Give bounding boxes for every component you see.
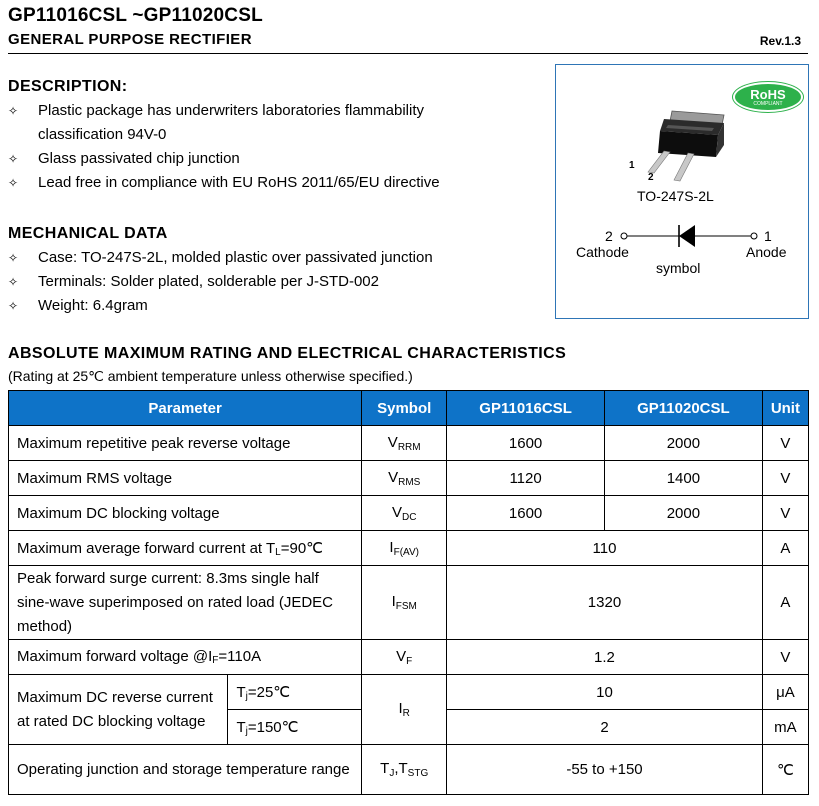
value-cell: 2 [447, 710, 763, 745]
table-row [9, 461, 809, 496]
diamond-bullet-icon: ✧ [8, 104, 19, 118]
value-cell: 2000 [604, 426, 762, 461]
header-divider [8, 53, 808, 54]
cathode-pin-number: 2 [605, 228, 613, 244]
header-parameter: Parameter [9, 391, 362, 426]
rohs-badge: RoHS COMPLIANT [733, 82, 803, 112]
header-unit: Unit [762, 391, 808, 426]
ratings-table [8, 390, 809, 795]
unit-cell: V [762, 426, 808, 461]
diamond-bullet-icon: ✧ [8, 251, 19, 265]
value-cell: 1320 [447, 566, 763, 640]
datasheet-subtitle: GENERAL PURPOSE RECTIFIER [8, 31, 252, 48]
anode-label: Anode [746, 244, 787, 260]
table-row [9, 496, 809, 531]
header-gp11020csl: GP11020CSL [604, 391, 762, 426]
symbol-caption: symbol [656, 260, 701, 276]
package-name: TO-247S-2L [637, 188, 714, 204]
value-cell: 1600 [447, 496, 605, 531]
table-row [9, 675, 809, 710]
ratings-heading: ABSOLUTE MAXIMUM RATING AND ELECTRICAL CHARACTERISTICS [8, 345, 567, 362]
condition-cell: Tj=25℃ [228, 675, 362, 710]
condition-cell: Tj=150℃ [228, 710, 362, 745]
pin1-label: 1 [629, 160, 635, 171]
header-symbol: Symbol [362, 391, 447, 426]
anode-pin-number: 1 [764, 228, 772, 244]
value-cell: -55 to +150 [447, 745, 763, 795]
table-row [9, 426, 809, 461]
header-gp11016csl: GP11016CSL [447, 391, 605, 426]
value-cell: 10 [447, 675, 763, 710]
revision-label: Rev.1.3 [759, 34, 801, 48]
diamond-bullet-icon: ✧ [8, 275, 19, 289]
mechanical-heading: MECHANICAL DATA [8, 225, 168, 242]
description-item: ✧ Glass passivated chip junction [8, 147, 528, 171]
ratings-note: (Rating at 25℃ ambient temperature unless otherwise specified.) [8, 368, 413, 384]
table-row [9, 566, 809, 640]
param-cell: Maximum forward voltage @IF=110A [9, 640, 362, 675]
diamond-bullet-icon: ✧ [8, 176, 19, 190]
param-cell: Operating junction and storage temperature range [9, 745, 362, 795]
value-cell: 1400 [604, 461, 762, 496]
symbol-cell: $V_{DC}$ [362, 496, 447, 531]
description-item: ✧ Plastic package has underwriters laboratories flammability [8, 99, 528, 123]
description-item-continuation: classification 94V-0 [38, 126, 167, 143]
mechanical-item: ✧ Case: TO-247S-2L, molded plastic over passivated junction [8, 246, 528, 270]
diamond-bullet-icon: ✧ [8, 152, 19, 166]
param-cell: Maximum repetitive peak reverse voltage [9, 426, 362, 461]
symbol-cell: $V_{RMS}$ [362, 461, 447, 496]
unit-cell: A [762, 566, 808, 640]
symbol-cell: $V_F$ [362, 640, 447, 675]
symbol-cell: $I_{F(AV)}$ [362, 531, 447, 566]
cathode-label: Cathode [576, 244, 629, 260]
table-header-row [9, 391, 809, 426]
param-cell: Maximum DC reverse current at rated DC blocking voltage [9, 675, 228, 745]
package-image-icon [620, 105, 740, 185]
table-row [9, 640, 809, 675]
pin2-label: 2 [648, 172, 654, 183]
description-heading: DESCRIPTION: [8, 78, 128, 95]
symbol-cell: $I_{FSM}$ [362, 566, 447, 640]
datasheet-title: GP11016CSL ~GP11020CSL [8, 5, 263, 26]
value-cell: 2000 [604, 496, 762, 531]
unit-cell: V [762, 461, 808, 496]
unit-cell: μA [762, 675, 808, 710]
value-cell: 1120 [447, 461, 605, 496]
diamond-bullet-icon: ✧ [8, 299, 19, 313]
description-item: ✧ Lead free in compliance with EU RoHS 2011/65/EU directive [8, 171, 528, 195]
param-cell: Maximum average forward current at TL=90℃ [9, 531, 362, 566]
param-cell: Peak forward surge current: 8.3ms single half sine-wave superimposed on rated load (JEDEC method) [9, 566, 362, 640]
unit-cell: ℃ [762, 745, 808, 795]
mechanical-item: ✧ Weight: 6.4gram [8, 294, 528, 318]
table-row [9, 531, 809, 566]
symbol-cell: $T_J,T_{STG}$ [362, 745, 447, 795]
unit-cell: V [762, 496, 808, 531]
value-cell: 110 [447, 531, 763, 566]
param-cell: Maximum DC blocking voltage [9, 496, 362, 531]
table-row [9, 745, 809, 795]
symbol-cell: $I_R$ [362, 675, 447, 745]
diode-symbol-icon [615, 222, 765, 252]
param-cell: Maximum RMS voltage [9, 461, 362, 496]
symbol-cell: $V_{RRM}$ [362, 426, 447, 461]
value-cell: 1.2 [447, 640, 763, 675]
mechanical-item: ✧ Terminals: Solder plated, solderable per J-STD-002 [8, 270, 528, 294]
unit-cell: V [762, 640, 808, 675]
unit-cell: mA [762, 710, 808, 745]
unit-cell: A [762, 531, 808, 566]
value-cell: 1600 [447, 426, 605, 461]
